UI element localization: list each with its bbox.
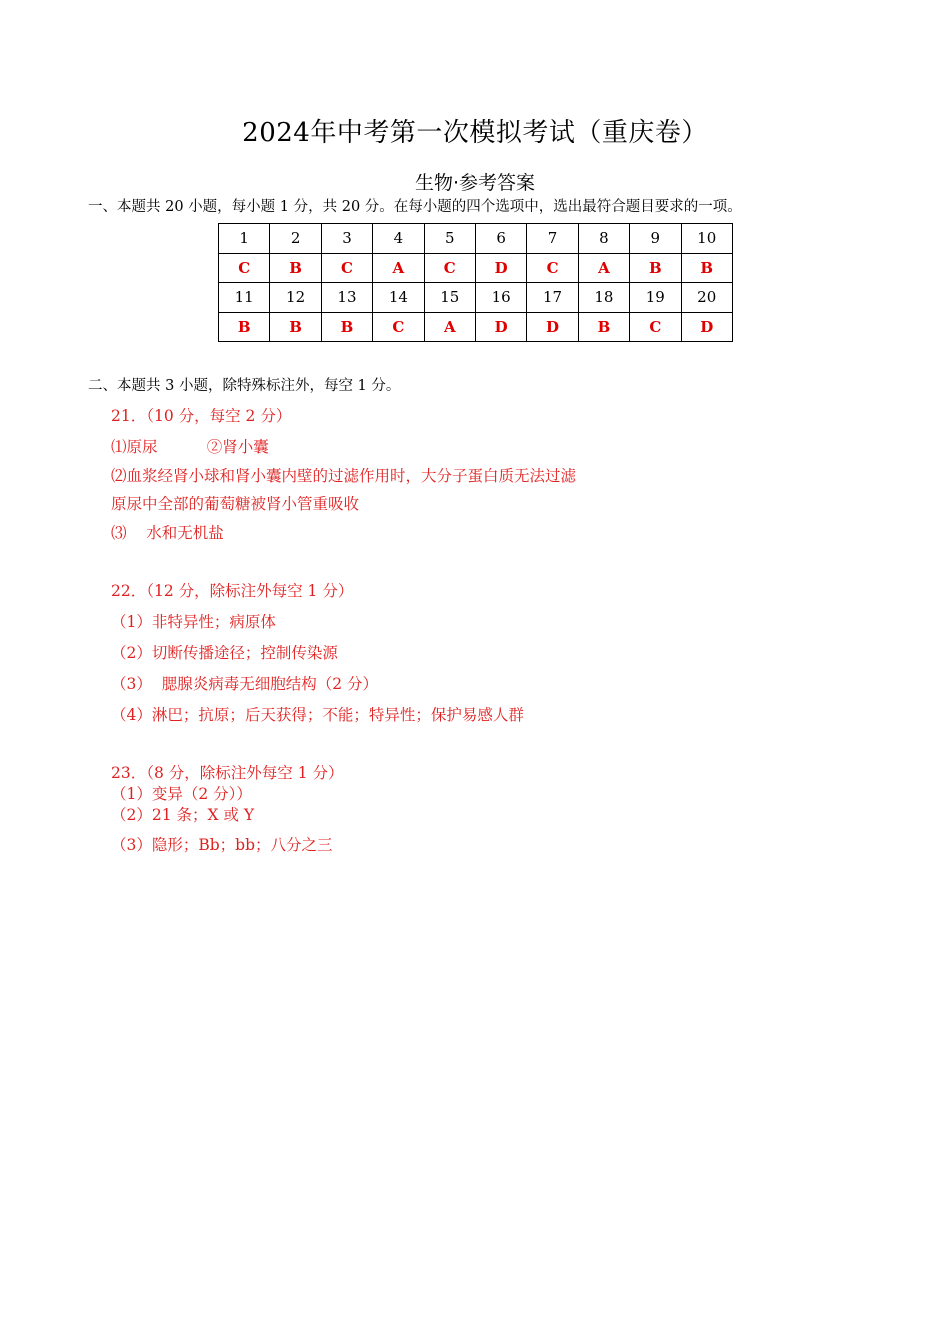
question-number: 11 [219,283,270,313]
q23-heading: 23．（8 分，除标注外每空 1 分） [111,764,344,782]
table-row-numbers-1 [219,224,733,254]
question-number: 10 [681,224,732,254]
answer-cell: B [270,312,321,342]
answer-table [218,223,733,342]
section1-heading: 一、本题共 20 小题，每小题 1 分，共 20 分。在每小题的四个选项中，选出最符合题目要求的一项。 [88,199,742,215]
answer-cell: B [219,312,270,342]
answer-cell: C [219,253,270,283]
question-number: 5 [424,224,475,254]
table-row-answers-1 [219,253,733,283]
q22-answer-line: （2）切断传播途径；控制传染源 [111,644,338,662]
answer-cell: D [475,312,526,342]
answer-cell: B [681,253,732,283]
question-number: 9 [630,224,681,254]
table-row-numbers-2 [219,283,733,313]
answer-cell: B [321,312,372,342]
answer-cell: C [630,312,681,342]
question-number: 12 [270,283,321,313]
question-number: 15 [424,283,475,313]
question-number: 17 [527,283,578,313]
q21-heading: 21．（10 分，每空 2 分） [111,407,292,425]
table-row-answers-2 [219,312,733,342]
question-number: 18 [578,283,629,313]
question-number: 8 [578,224,629,254]
answer-cell: D [527,312,578,342]
question-number: 20 [681,283,732,313]
answer-cell: C [527,253,578,283]
question-number: 7 [527,224,578,254]
answer-cell: A [373,253,424,283]
answer-cell: D [475,253,526,283]
q23-answer-line: （3）隐形；Bb；bb；八分之三 [111,836,333,854]
question-number: 19 [630,283,681,313]
answer-cell: A [578,253,629,283]
section2-heading: 二、本题共 3 小题，除特殊标注外，每空 1 分。 [88,378,401,394]
q22-heading: 22．（12 分，除标注外每空 1 分） [111,582,354,600]
question-number: 2 [270,224,321,254]
question-number: 6 [475,224,526,254]
q21-answer-line: ⑶ 水和无机盐 [111,524,224,542]
q22-answer-line: （1）非特异性；病原体 [111,613,276,631]
question-number: 3 [321,224,372,254]
answer-cell: C [373,312,424,342]
question-number: 4 [373,224,424,254]
answer-cell: A [424,312,475,342]
q22-answer-line: （3） 腮腺炎病毒无细胞结构（2 分） [111,675,379,693]
question-number: 16 [475,283,526,313]
answer-cell: D [681,312,732,342]
q23-answer-line: （1）变异（2 分）） [111,785,252,803]
question-number: 13 [321,283,372,313]
answer-cell: B [578,312,629,342]
question-number: 1 [219,224,270,254]
question-number: 14 [373,283,424,313]
page-title: 2024年中考第一次模拟考试（重庆卷） [242,118,708,148]
answer-cell: C [321,253,372,283]
page-subtitle: 生物·参考答案 [414,172,536,194]
q21-answer-line: ⑵血浆经肾小球和肾小囊内壁的过滤作用时，大分子蛋白质无法过滤 [111,467,577,485]
q21-answer-line: ⑴原尿 ②肾小囊 [111,438,269,456]
answer-cell: B [630,253,681,283]
answer-cell: B [270,253,321,283]
q22-answer-line: （4）淋巴；抗原；后天获得；不能；特异性；保护易感人群 [111,706,524,724]
q23-answer-line: （2）21 条；X 或 Y [111,806,255,824]
q21-answer-line: 原尿中全部的葡萄糖被肾小管重吸收 [111,495,360,513]
answer-cell: C [424,253,475,283]
